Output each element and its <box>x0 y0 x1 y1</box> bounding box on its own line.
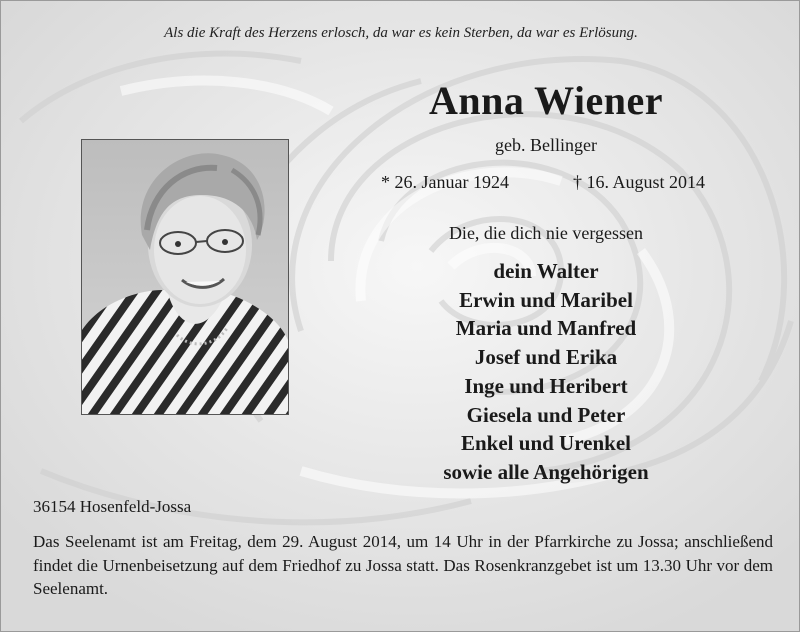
mourner-line: Inge und Heribert <box>464 373 628 398</box>
mourner-line: Erwin und Maribel <box>459 287 633 312</box>
mourner-line: Maria und Manfred <box>455 316 637 341</box>
mourner-line: Giesela und Peter <box>466 402 626 427</box>
portrait-icon <box>82 140 288 414</box>
maiden-name: geb. Bellinger <box>495 135 597 155</box>
mourner-line: Josef und Erika <box>474 345 618 370</box>
service-details: Das Seelenamt ist am Freitag, dem 29. August 2014, um 14 Uhr in der Pfarrkirche zu Jossa; anschließend findet die Urnenbeisetzung auf dem Friedhof zu Jossa statt. Das Rosenkranzgebet ist um 13.30 Uhr vor dem Seelenamt. <box>33 532 773 598</box>
motto-quote: Als die Kraft des Herzens erlosch, da war es kein Sterben, da war es Erlösung. <box>164 25 638 41</box>
mourners-intro: Die, die dich nie vergessen <box>448 223 644 243</box>
mourner-line: sowie alle Angehörigen <box>443 459 649 484</box>
portrait-photo <box>81 139 289 415</box>
mourner-line: dein Walter <box>493 259 599 283</box>
place-line: 36154 Hosenfeld-Jossa <box>33 497 192 516</box>
deceased-name: Anna Wiener <box>428 78 664 123</box>
death-date: † 16. August 2014 <box>573 172 706 192</box>
mourner-line: Enkel und Urenkel <box>461 431 631 456</box>
mourners-list <box>301 257 791 487</box>
birth-date: * 26. Januar 1924 <box>381 172 509 192</box>
